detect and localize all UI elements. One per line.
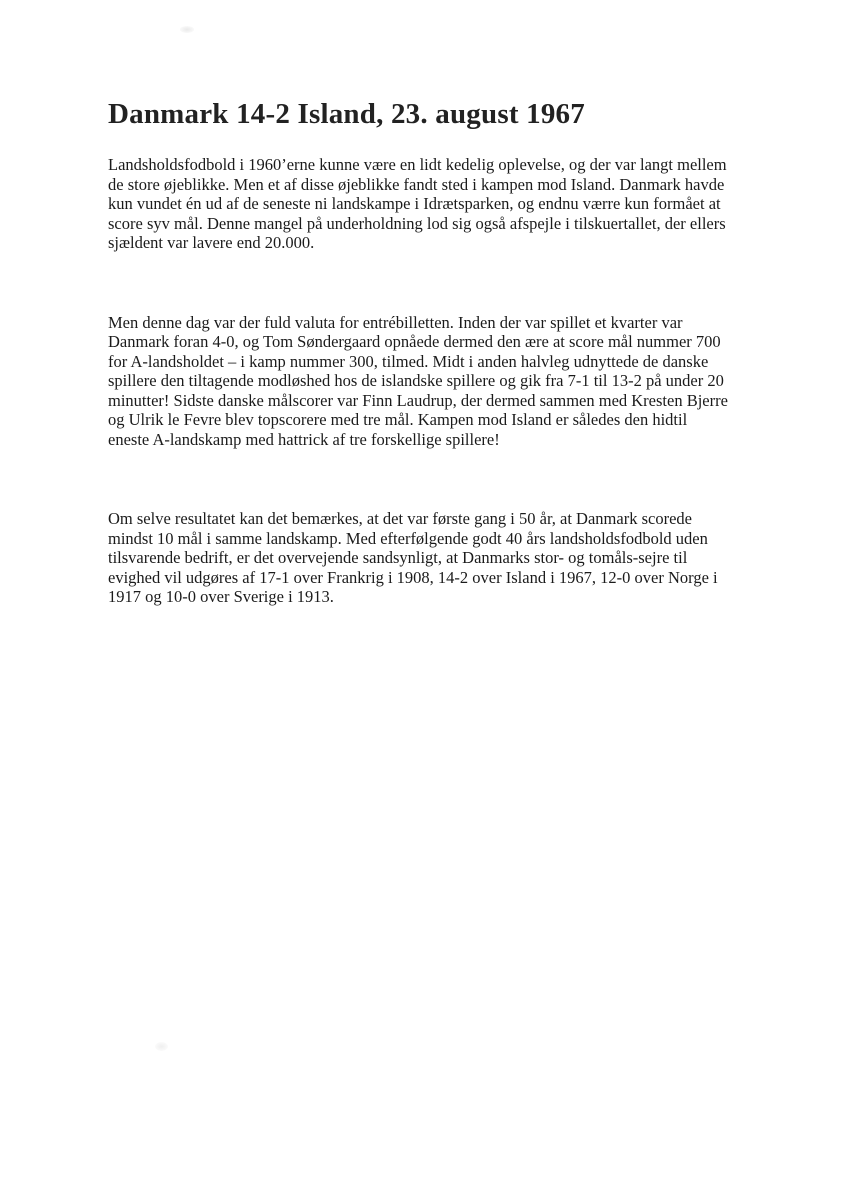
text-line: Om selve resultatet kan det bemærkes, at det var første gang i 50 år, at Danmark scorede [108,509,692,528]
text-line: 1917 og 10-0 over Sverige i 1913. [108,587,334,606]
text-line: evighed vil udgøres af 17-1 over Frankrig i 1908, 14-2 over Island i 1967, 12-0 over Norge i [108,567,718,587]
paragraph [108,155,773,253]
text-line: de store øjeblikke. Men et af disse øjeblikke fandt sted i kampen mod Island. Danmark havde [108,174,725,194]
scan-smudge [155,1042,168,1051]
text-line: Danmark foran 4-0, og Tom Søndergaard opnåede dermed den ære at score mål nummer 700 [108,332,721,351]
text-line: score syv mål. Denne mangel på underholdning lod sig også afspejle i tilskuertallet, der ellers [108,213,726,233]
text-line: spillere den tiltagende modløshed hos de islandske spillere og gik fra 7-1 til 13-2 på under 20 [108,371,724,390]
text-line: for A-landsholdet – i kamp nummer 300, tilmed. Midt i anden halvleg udnyttede de danske [108,351,709,371]
scan-smudge [180,26,194,33]
paragraph [108,509,773,607]
text-line: kun vundet én ud af de seneste ni landskampe i Idrætsparken, og endnu værre kun formået at [108,194,721,213]
text-line: tilsvarende bedrift, er det overvejende sandsynligt, at Danmarks stor- og tomåls-sejre til [108,548,688,567]
text-line: minutter! Sidste danske målscorer var Finn Laudrup, der dermed sammen med Kresten Bjerre [108,390,728,410]
document-content [108,96,773,607]
paragraph [108,313,773,450]
text-line: mindst 10 mål i samme landskamp. Med efterfølgende godt 40 års landsholdsfodbold uden [108,528,708,548]
text-line: og Ulrik le Fevre blev topscorere med tre mål. Kampen mod Island er således den hidtil [108,410,688,429]
text-line: Landsholdsfodbold i 1960’erne kunne være en lidt kedelig oplevelse, og der var langt mellem [108,155,727,174]
text-line: eneste A-landskamp med hattrick af tre forskellige spillere! [108,429,500,449]
text-line: sjældent var lavere end 20.000. [108,233,315,252]
page-title: Danmark 14-2 Island, 23. august 1967 [108,98,585,130]
text-line: Men denne dag var der fuld valuta for entrébilletten. Inden der var spillet et kvarter var [108,312,683,332]
